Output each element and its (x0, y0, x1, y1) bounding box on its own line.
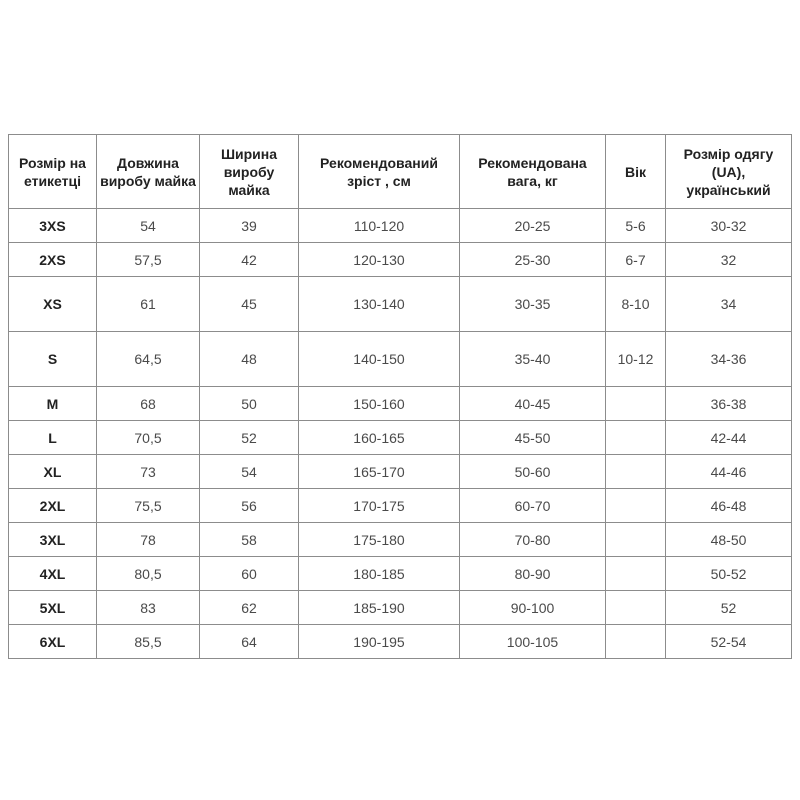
table-row (9, 591, 792, 625)
height-cell: 170-175 (299, 489, 460, 523)
width-cell: 58 (200, 523, 299, 557)
table-row (9, 387, 792, 421)
table-body (9, 209, 792, 659)
length-cell: 75,5 (97, 489, 200, 523)
size-cell: 5XL (9, 591, 97, 625)
table-row (9, 243, 792, 277)
header-age: Вік (606, 135, 666, 209)
age-cell (606, 523, 666, 557)
header-width: Ширина виробу майка (200, 135, 299, 209)
size-cell: 6XL (9, 625, 97, 659)
header-height: Рекомендований зріст , см (299, 135, 460, 209)
table-row (9, 455, 792, 489)
age-cell (606, 489, 666, 523)
header-ua-size: Розмір одягу (UA), український (666, 135, 792, 209)
size-cell: L (9, 421, 97, 455)
ua-size-cell: 42-44 (666, 421, 792, 455)
ua-size-cell: 52 (666, 591, 792, 625)
length-cell: 54 (97, 209, 200, 243)
height-cell: 160-165 (299, 421, 460, 455)
weight-cell: 80-90 (460, 557, 606, 591)
height-cell: 190-195 (299, 625, 460, 659)
length-cell: 83 (97, 591, 200, 625)
header-row (9, 135, 792, 209)
table-row (9, 557, 792, 591)
width-cell: 52 (200, 421, 299, 455)
size-cell: 2XS (9, 243, 97, 277)
ua-size-cell: 44-46 (666, 455, 792, 489)
width-cell: 60 (200, 557, 299, 591)
age-cell (606, 455, 666, 489)
table-row (9, 209, 792, 243)
table-row (9, 332, 792, 387)
length-cell: 70,5 (97, 421, 200, 455)
size-cell: XS (9, 277, 97, 332)
age-cell (606, 421, 666, 455)
height-cell: 140-150 (299, 332, 460, 387)
ua-size-cell: 46-48 (666, 489, 792, 523)
length-cell: 68 (97, 387, 200, 421)
width-cell: 42 (200, 243, 299, 277)
size-chart-table (8, 134, 792, 659)
height-cell: 150-160 (299, 387, 460, 421)
weight-cell: 30-35 (460, 277, 606, 332)
width-cell: 56 (200, 489, 299, 523)
weight-cell: 20-25 (460, 209, 606, 243)
height-cell: 110-120 (299, 209, 460, 243)
age-cell: 10-12 (606, 332, 666, 387)
ua-size-cell: 52-54 (666, 625, 792, 659)
weight-cell: 50-60 (460, 455, 606, 489)
age-cell (606, 387, 666, 421)
width-cell: 50 (200, 387, 299, 421)
weight-cell: 45-50 (460, 421, 606, 455)
table-row (9, 523, 792, 557)
size-cell: 2XL (9, 489, 97, 523)
height-cell: 130-140 (299, 277, 460, 332)
table-row (9, 421, 792, 455)
width-cell: 39 (200, 209, 299, 243)
age-cell: 5-6 (606, 209, 666, 243)
age-cell (606, 591, 666, 625)
ua-size-cell: 32 (666, 243, 792, 277)
header-weight: Рекомендована вага, кг (460, 135, 606, 209)
age-cell (606, 557, 666, 591)
height-cell: 185-190 (299, 591, 460, 625)
ua-size-cell: 34 (666, 277, 792, 332)
table-row (9, 625, 792, 659)
height-cell: 120-130 (299, 243, 460, 277)
length-cell: 78 (97, 523, 200, 557)
size-cell: M (9, 387, 97, 421)
ua-size-cell: 34-36 (666, 332, 792, 387)
length-cell: 61 (97, 277, 200, 332)
age-cell (606, 625, 666, 659)
weight-cell: 40-45 (460, 387, 606, 421)
header-length: Довжина виробу майка (97, 135, 200, 209)
width-cell: 54 (200, 455, 299, 489)
weight-cell: 70-80 (460, 523, 606, 557)
length-cell: 64,5 (97, 332, 200, 387)
weight-cell: 25-30 (460, 243, 606, 277)
length-cell: 73 (97, 455, 200, 489)
age-cell: 8-10 (606, 277, 666, 332)
width-cell: 45 (200, 277, 299, 332)
weight-cell: 60-70 (460, 489, 606, 523)
weight-cell: 100-105 (460, 625, 606, 659)
length-cell: 85,5 (97, 625, 200, 659)
width-cell: 64 (200, 625, 299, 659)
ua-size-cell: 30-32 (666, 209, 792, 243)
ua-size-cell: 50-52 (666, 557, 792, 591)
header-size-label: Розмір на етикетці (9, 135, 97, 209)
size-cell: XL (9, 455, 97, 489)
weight-cell: 35-40 (460, 332, 606, 387)
length-cell: 57,5 (97, 243, 200, 277)
width-cell: 48 (200, 332, 299, 387)
size-cell: 3XL (9, 523, 97, 557)
weight-cell: 90-100 (460, 591, 606, 625)
height-cell: 165-170 (299, 455, 460, 489)
size-cell: S (9, 332, 97, 387)
table-row (9, 489, 792, 523)
size-cell: 4XL (9, 557, 97, 591)
length-cell: 80,5 (97, 557, 200, 591)
height-cell: 175-180 (299, 523, 460, 557)
ua-size-cell: 48-50 (666, 523, 792, 557)
height-cell: 180-185 (299, 557, 460, 591)
age-cell: 6-7 (606, 243, 666, 277)
table-row (9, 277, 792, 332)
ua-size-cell: 36-38 (666, 387, 792, 421)
size-cell: 3XS (9, 209, 97, 243)
width-cell: 62 (200, 591, 299, 625)
